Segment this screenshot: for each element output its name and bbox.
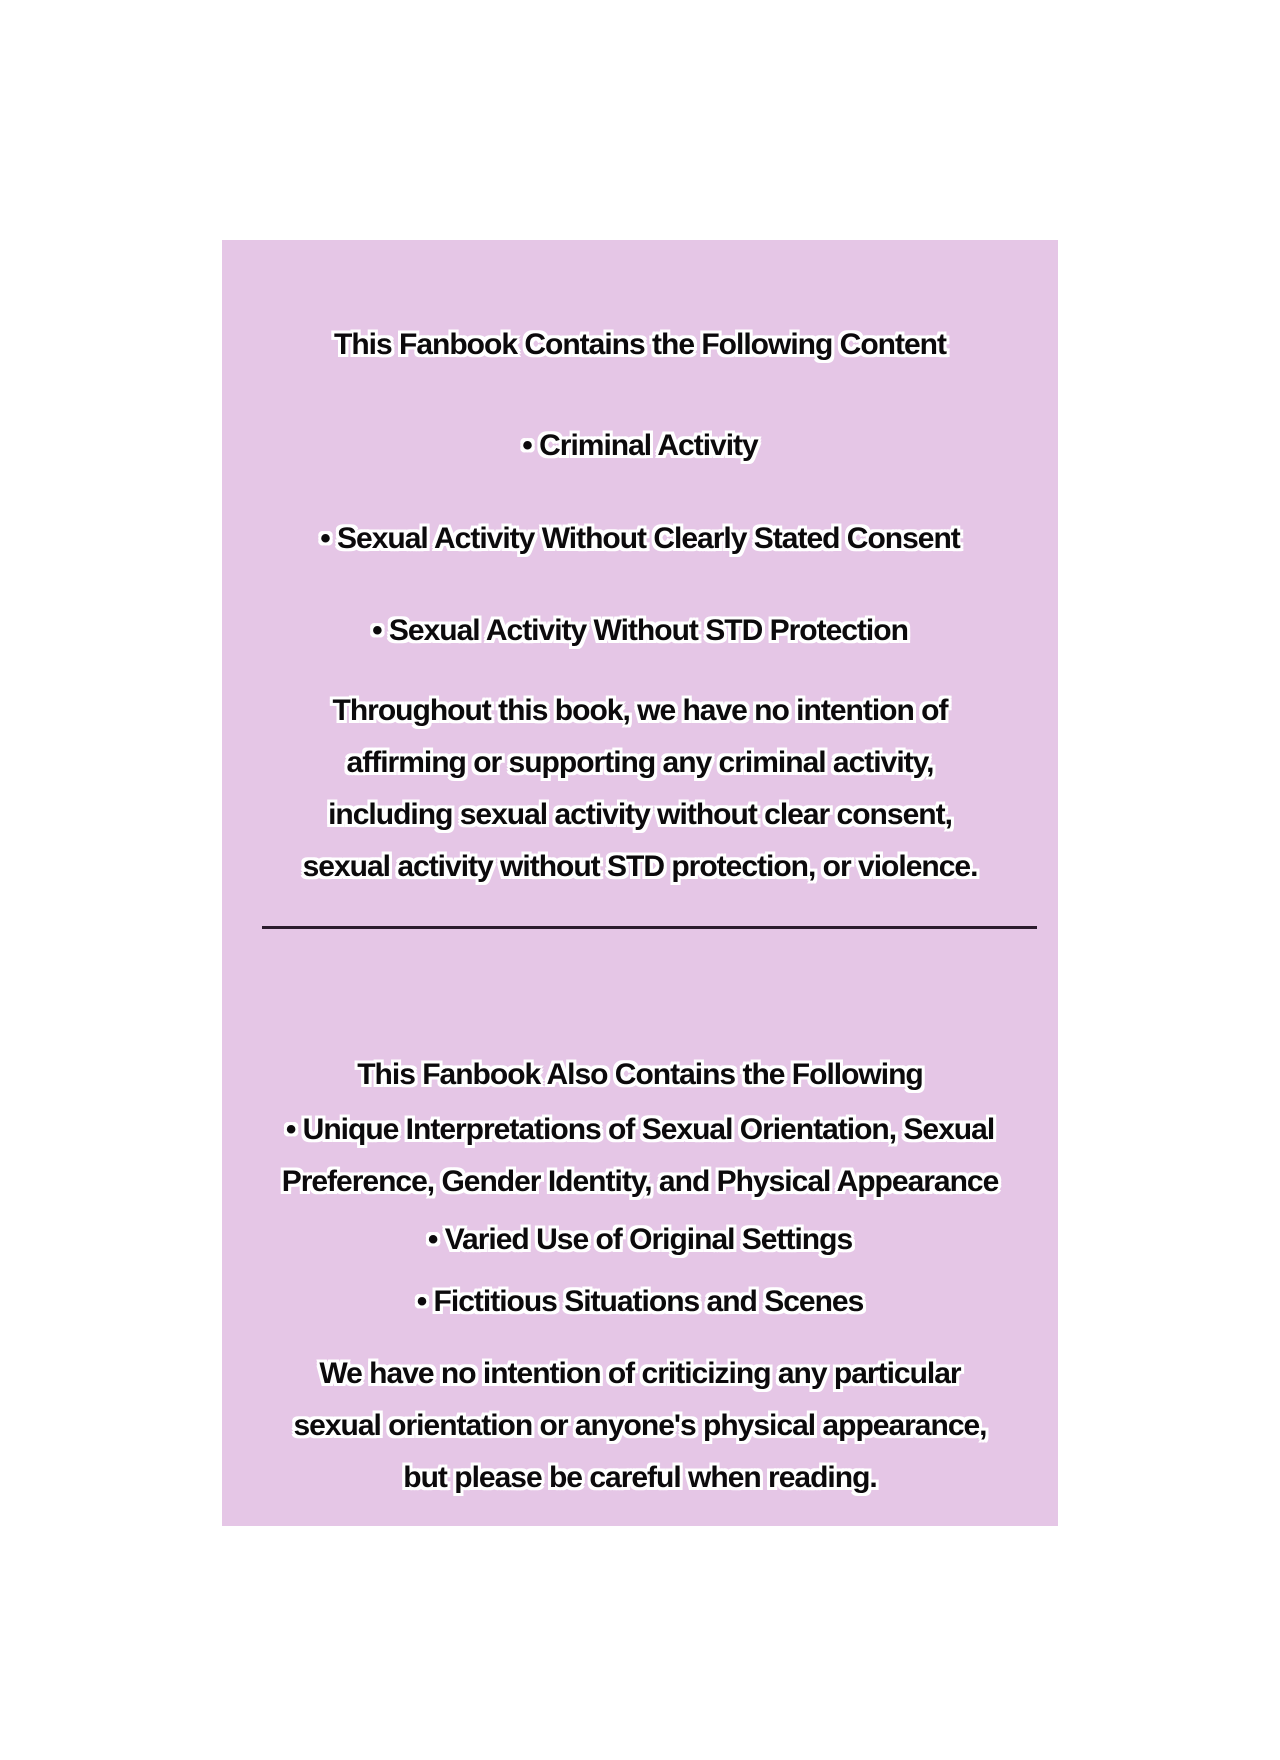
section1-bullet-criminal-activity: • Criminal Activity [522,429,758,462]
section1-disclaimer-paragraph [222,685,1058,893]
content-warning-panel [222,240,1058,1526]
section2-title: This Fanbook Also Contains the Following [357,1058,923,1091]
paragraph-line: sexual activity without STD protection, or violence. [302,850,978,883]
section2-bullet-unique-interpretations [222,1104,1058,1208]
paragraph-line: Throughout this book, we have no intention of [332,694,948,727]
section2-bullet-fictitious-situations: • Fictitious Situations and Scenes [416,1285,864,1318]
section1-title: This Fanbook Contains the Following Content [334,328,946,361]
section1-bullet-consent: • Sexual Activity Without Clearly Stated Consent [320,522,960,555]
bullet-line: • Unique Interpretations of Sexual Orientation, Sexual [285,1113,995,1146]
paragraph-line: sexual orientation or anyone's physical appearance, [293,1409,987,1442]
bullet-line: Preference, Gender Identity, and Physical Appearance [281,1165,999,1198]
paragraph-line: but please be careful when reading. [403,1461,877,1494]
section1-bullet-std-protection: • Sexual Activity Without STD Protection [372,614,908,647]
section2-disclaimer-paragraph [222,1348,1058,1504]
section2-bullet-original-settings: • Varied Use of Original Settings [427,1223,853,1256]
paragraph-line: including sexual activity without clear consent, [328,798,952,831]
paragraph-line: affirming or supporting any criminal activity, [346,746,934,779]
paragraph-line: We have no intention of criticizing any particular [319,1357,961,1390]
section-divider-line [262,926,1037,929]
